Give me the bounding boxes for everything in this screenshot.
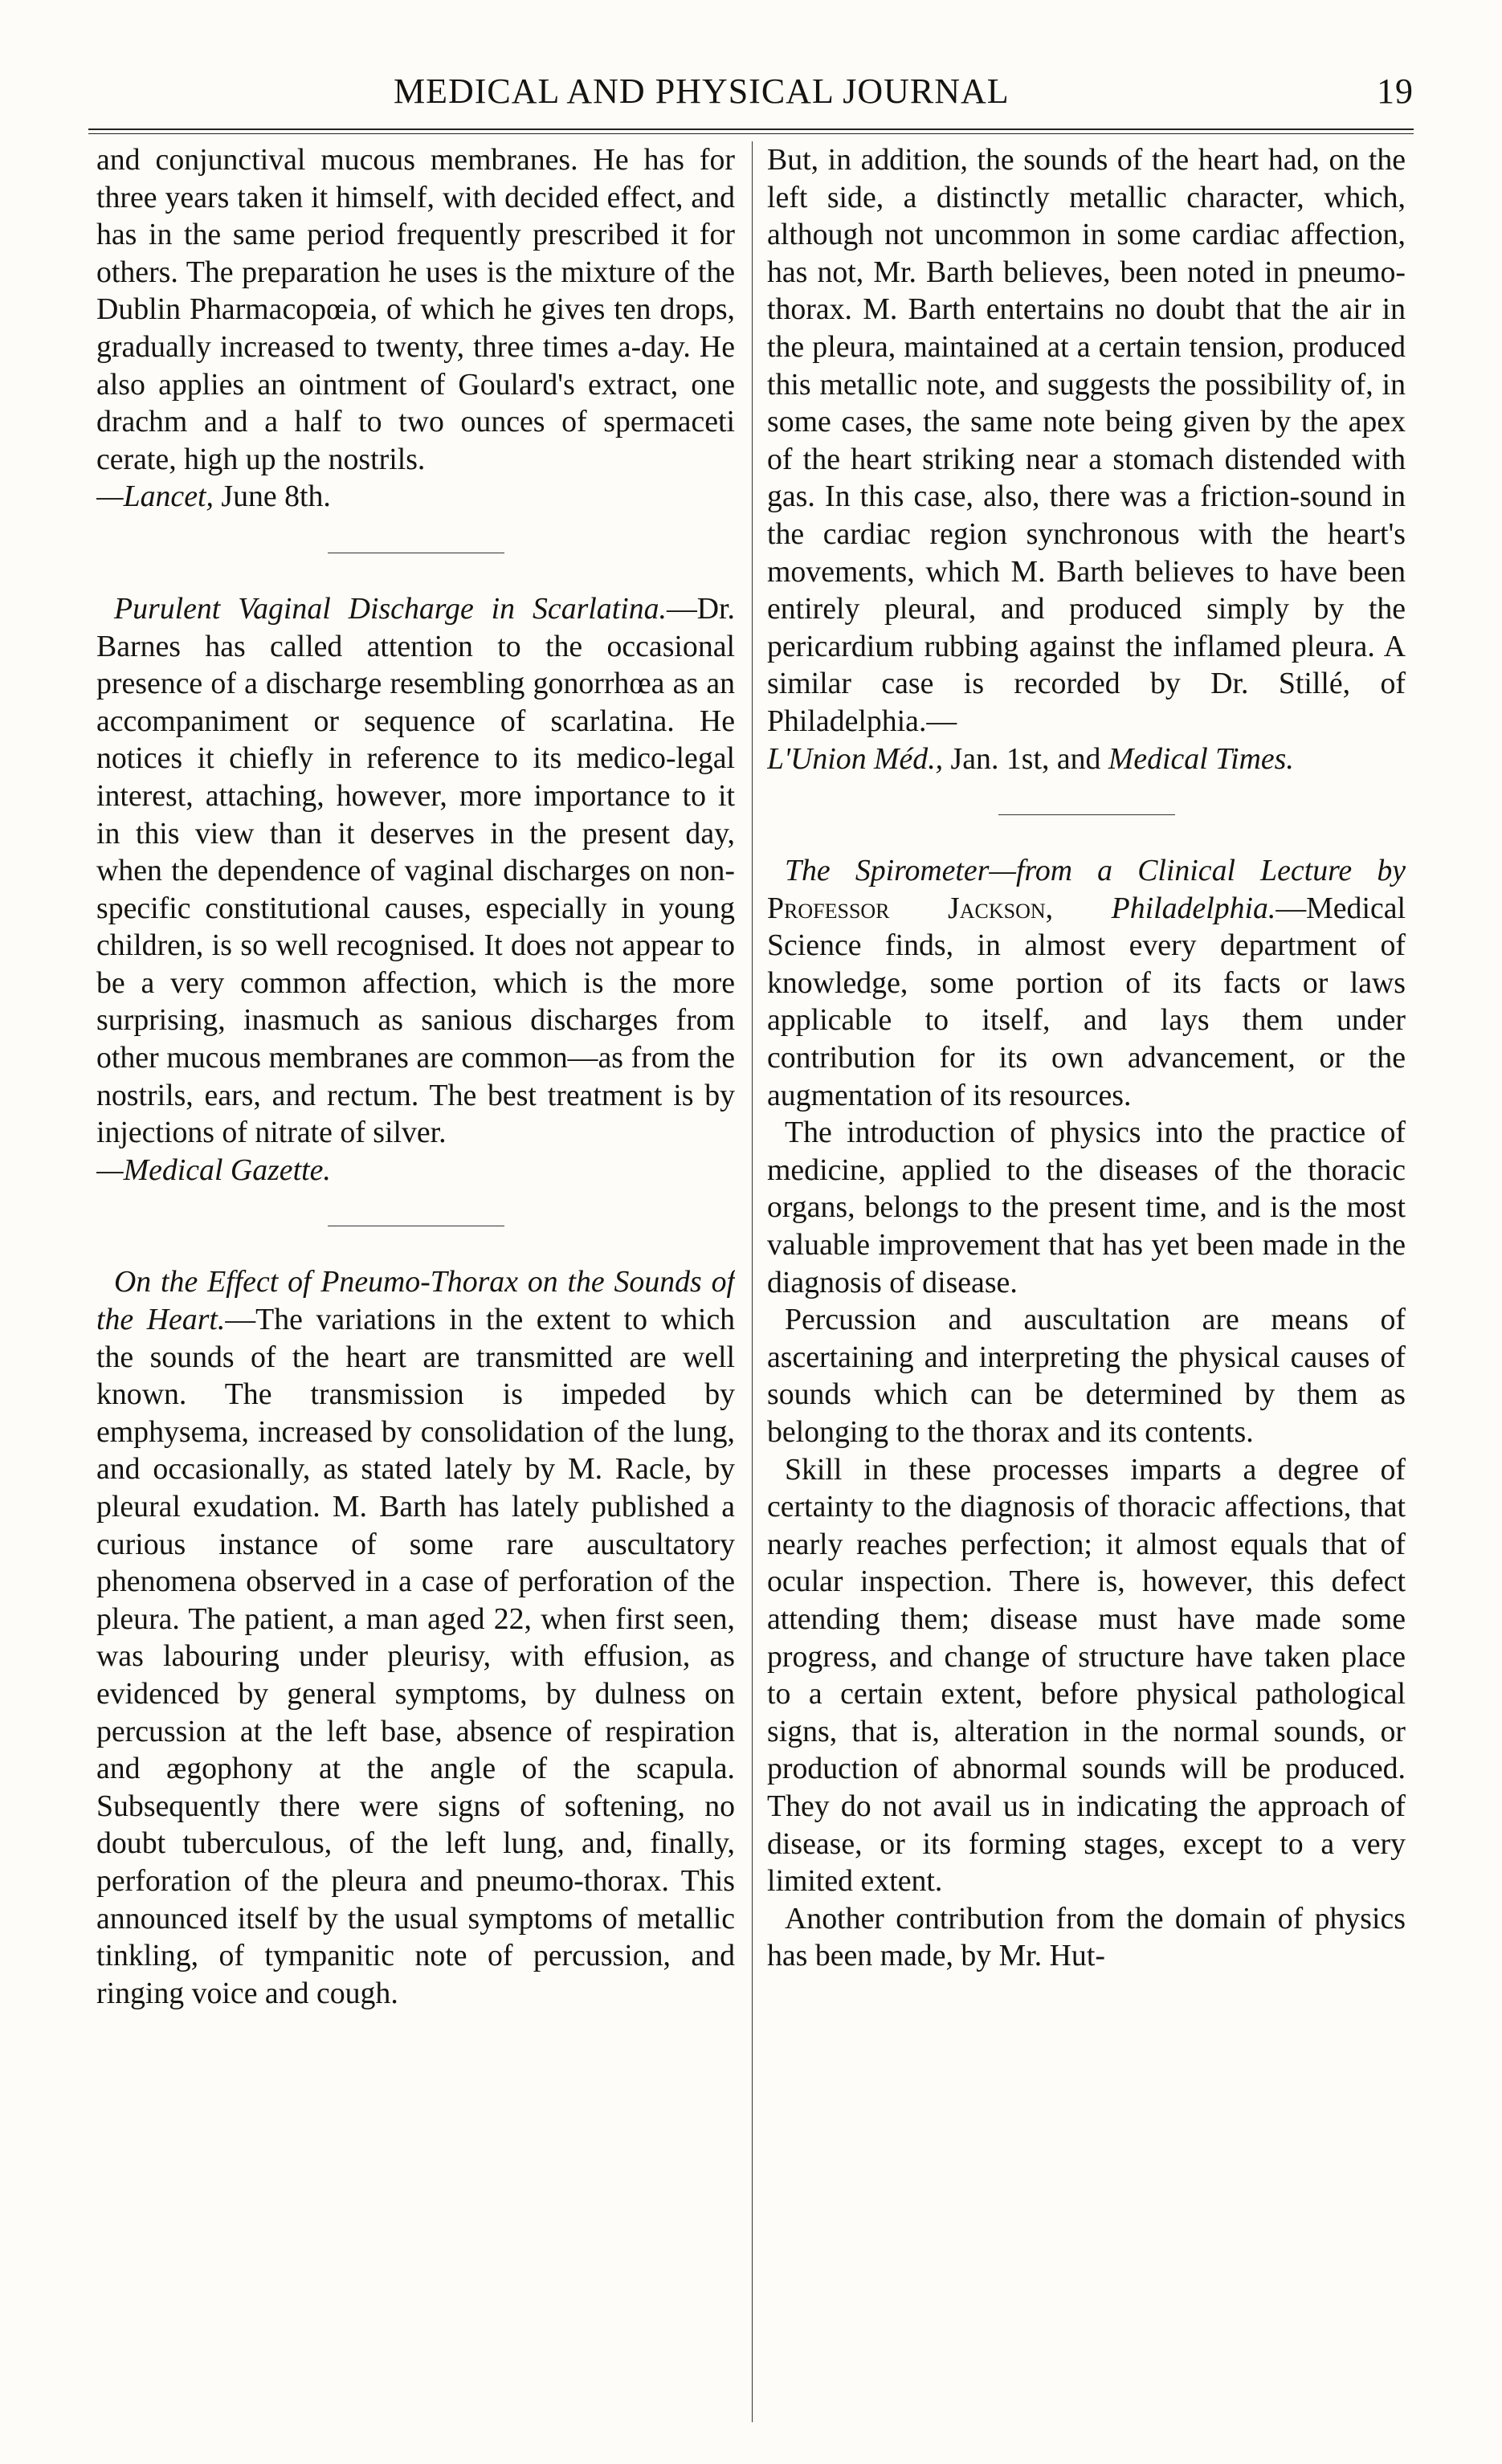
page-number: 19 xyxy=(1377,71,1414,111)
running-header xyxy=(88,71,1414,119)
pneumo-thorax-continued: But, in addition, the sounds of the heart had, on the left side, a distinctly metallic character, which, although not uncommon in some cardiac affection, has not, Mr. Barth believes, been noted in pneumo-thorax. M. Barth entertains no doubt that the air in the pleura, maintained at a certain tension, produced this metallic note, and suggests the possibility of, in some cases, the same note being given by the apex of the heart striking near a stomach distended with gas. In this case, also, there was a friction-sound in the cardiac region synchronous with the heart's movements, which M. Barth believes to have been entirely pleural, and produced simply by the pericardium rubbing against the inflamed pleura. A similar case is recorded by Dr. Stillé, of Philadelphia.— L'Union Méd., Jan. 1st, and Medical Times. xyxy=(767,143,1406,776)
article-spirometer: The Spirometer—from a Clinical Lecture by Professor Jackson, Philadelphia.—Medical Science finds, in almost every department of knowledge, some portion of its facts or laws applicable to itself, and lays them under contribution for its own advancement, or the augmentation of its resources. xyxy=(767,854,1406,1112)
paragraph-physics: The introduction of physics into the practice of medicine, applied to the diseases of the thoracic organs, belongs to the present time, and is the most valuable improvement that has yet been made in the diagnosis of disease. xyxy=(767,1116,1406,1299)
source-union-med: L'Union Méd., xyxy=(767,741,944,776)
article-pneumo-thorax: On the Effect of Pneumo-Thorax on the Sounds of the Heart.—The variations in the extent to which the sounds of the heart are transmitted are well known. The transmission is impeded by emphysema, increased by consolidation of the lung, and occasionally, as stated lately by M. Racle, by pleural exudation. M. Barth has lately published a curious instance of some rare auscultatory phenomena observed in a case of perforation of the pleura. The patient, a man aged 22, when first seen, was labouring under pleurisy, with effusion, as evidenced by general symptoms, by dulness on percussion at the left base, absence of respiration and ægophony at the angle of the scapula. Subsequently there were signs of softening, no doubt tuberculous, of the left lung, and, finally, perforation of the pleura and pneumo-thorax. This announced itself by the usual symptoms of metallic tinkling, of tympanitic note of percussion, and ringing voice and cough. xyxy=(96,1265,735,2010)
paragraph-skill: Skill in these processes imparts a degree of certainty to the diagnosis of thoracic affections, that nearly reaches perfection; it almost equals that of ocular inspection. There is, however, this defect attending them; disease must have made some progress, and change of structure have taken place to a certain extent, before physical pathological signs, that is, alteration in the normal sounds, or production of abnormal sounds will be produced. They do not avail us in indicating the approach of disease, or its forming stages, except to a very limited extent. xyxy=(767,1452,1406,1899)
paragraph-another: Another contribution from the domain of physics has been made, by Mr. Hut- xyxy=(767,1901,1406,1973)
right-column xyxy=(767,141,1406,2430)
article-title: The Spirometer—from a Clinical Lecture by xyxy=(785,854,1406,888)
author-place: Philadelphia. xyxy=(1111,891,1276,925)
article-title: Purulent Vaginal Discharge in Scarlatina. xyxy=(114,591,667,626)
column-divider xyxy=(752,141,753,2422)
lancet-paragraph: and conjunctival mucous membranes. He has for three years taken it himself, with decided effect, and has in the same period frequently prescribed it for others. The preparation he uses is the mixture of the Dublin Pharmacopœia, of which he gives ten drops, gradually increased to twenty, three times a-day. He also applies an ointment of Goulard's extract, one drachm and a half to two ounces of spermaceti cerate, high up the nostrils. —Lancet, June 8th. xyxy=(96,143,735,514)
source-medical-gazette: —Medical Gazette. xyxy=(96,1152,331,1187)
source-lancet: —Lancet, xyxy=(96,479,214,514)
article-title: On the Effect of Pneumo-Thorax on the Sounds of the Heart. xyxy=(96,1265,735,1337)
paragraph-percussion: Percussion and auscultation are means of ascertaining and interpreting the physical causes of sounds which can be determined by them as belonging to the thorax and its contents. xyxy=(767,1303,1406,1449)
header-rule-thin xyxy=(88,133,1414,134)
journal-title: MEDICAL AND PHYSICAL JOURNAL xyxy=(394,71,1010,111)
article-vaginal-discharge: Purulent Vaginal Discharge in Scarlatina.—Dr. Barnes has called attention to the occasional presence of a discharge resembling gonorrhœa as an accompaniment or sequence of scarlatina. He notices it chiefly in reference to its medico-legal interest, attaching, however, more importance to it in this view than it deserves in the present day, when the dependence of vaginal discharges on non-specific constitutional causes, especially in young children, is so well recognised. It does not appear to be a very common affection, which is the more surprising, inasmuch as sanious discharges from other mucous membranes are common—as from the nostrils, ears, and rectum. The best treatment is by injections of nitrate of silver. —Medical Gazette. xyxy=(96,591,735,1187)
left-column xyxy=(96,141,735,2430)
source-medical-times: Medical Times. xyxy=(1108,741,1294,776)
article-separator xyxy=(998,814,1175,815)
header-rule xyxy=(88,129,1414,130)
author-name: Professor Jackson, xyxy=(767,891,1112,925)
